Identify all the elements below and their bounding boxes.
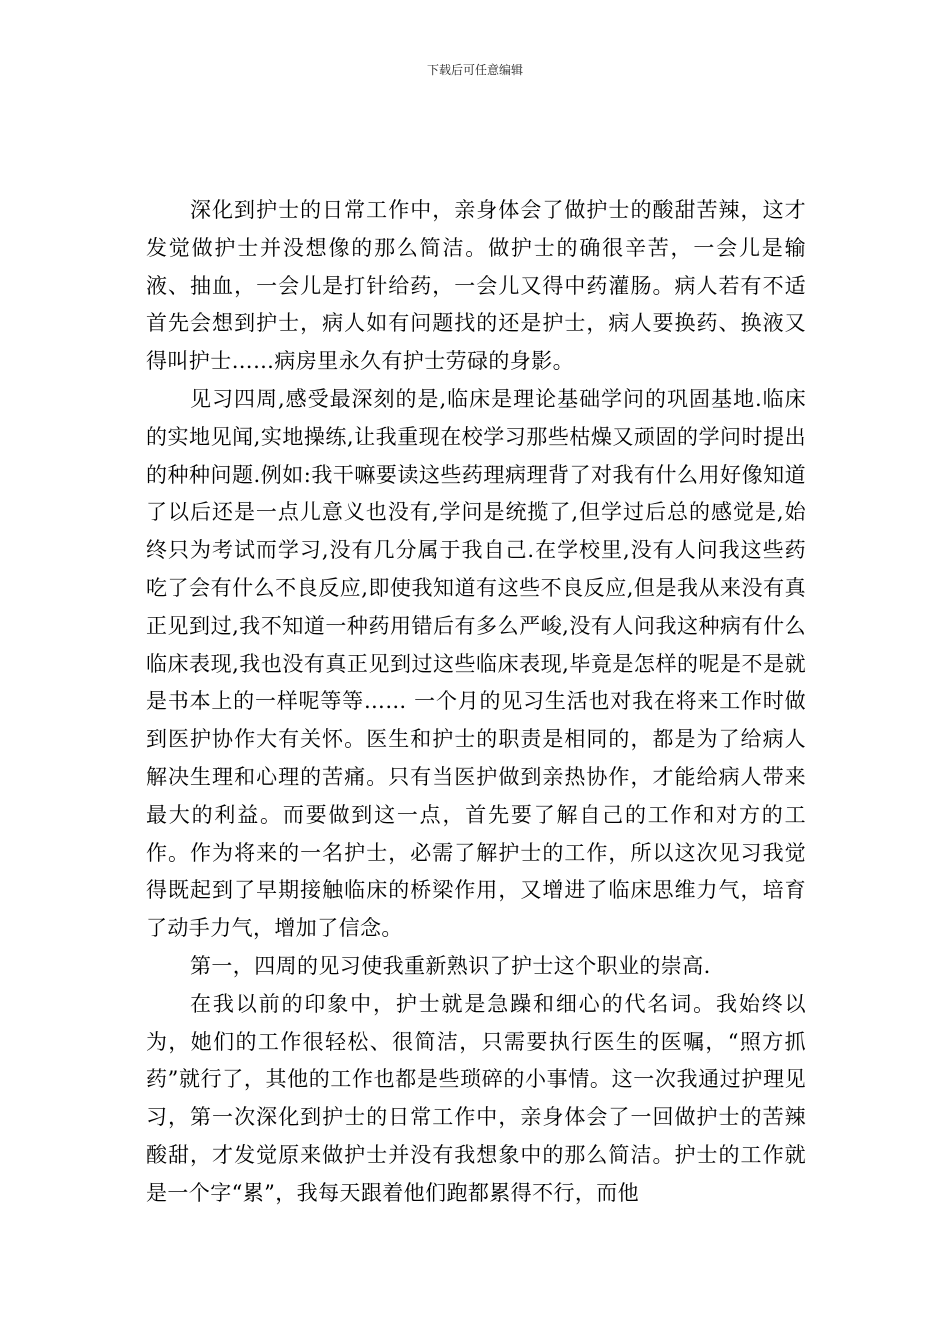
document-body: [146, 192, 806, 1213]
page-header: 下载后可任意编辑: [426, 63, 523, 77]
paragraph-2: 见习四周,感受最深刻的是,临床是理论基础学问的巩固基地.临床的实地见闻,实地操练,让我重现在校学习那些枯燥又顽固的学问时提出的种种问题.例如:我干嘛要读这些药理病理背了对我有什么用好像知道了以后还是一点儿意义也没有,学问是统揽了,但学过后总的感觉是,始终只为考试而学习,没有几分属于我自己.在学校里,没有人问我这些药吃了会有什么不良反应,即使我知道有这些不良反应,但是我从来没有真正见到过,我不知道一种药用错后有多么严峻,没有人问我这种病有什么临床表现,我也没有真正见到过这些临床表现,毕竟是怎样的呢是不是就是书本上的一样呢等等…… 一个月的见习生活也对我在将来工作时做到医护协作大有关怀。医生和护士的职责是相同的，都是为了给病人解决生理和心理的苦痛。只有当医护做到亲热协作，才能给病人带来最大的利益。而要做到这一点，首先要了解自己的工作和对方的工作。作为将来的一名护士，必需了解护士的工作，所以这次见习我觉得既起到了早期接触临床的桥梁作用，又增进了临床思维力气，培育了动手力气，增加了信念。: [146, 386, 806, 941]
paragraph-1: 深化到护士的日常工作中，亲身体会了做护士的酸甜苦辣，这才发觉做护士并没想像的那么简洁。做护士的确很辛苦，一会儿是输液、抽血，一会儿是打针给药，一会儿又得中药灌肠。病人若有不适首先会想到护士，病人如有问题找的还是护士，病人要换药、换液又得叫护士……病房里永久有护士劳碌的身影。: [146, 198, 806, 374]
paragraph-3: 第一，四周的见习使我重新熟识了护士这个职业的崇高.: [190, 953, 711, 978]
paragraph-4: 在我以前的印象中，护士就是急躁和细心的代名词。我始终以为，她们的工作很轻松、很简洁，只需要执行医生的医嘱，“照方抓药”就行了，其他的工作也都是些琐碎的小事情。这一次我通过护理见习，第一次深化到护士的日常工作中，亲身体会了一回做护士的苦辣酸甜，才发觉原来做护士并没有我想象中的那么简洁。护士的工作就是一个字“累”，我每天跟着他们跑都累得不行，而他: [146, 991, 806, 1205]
